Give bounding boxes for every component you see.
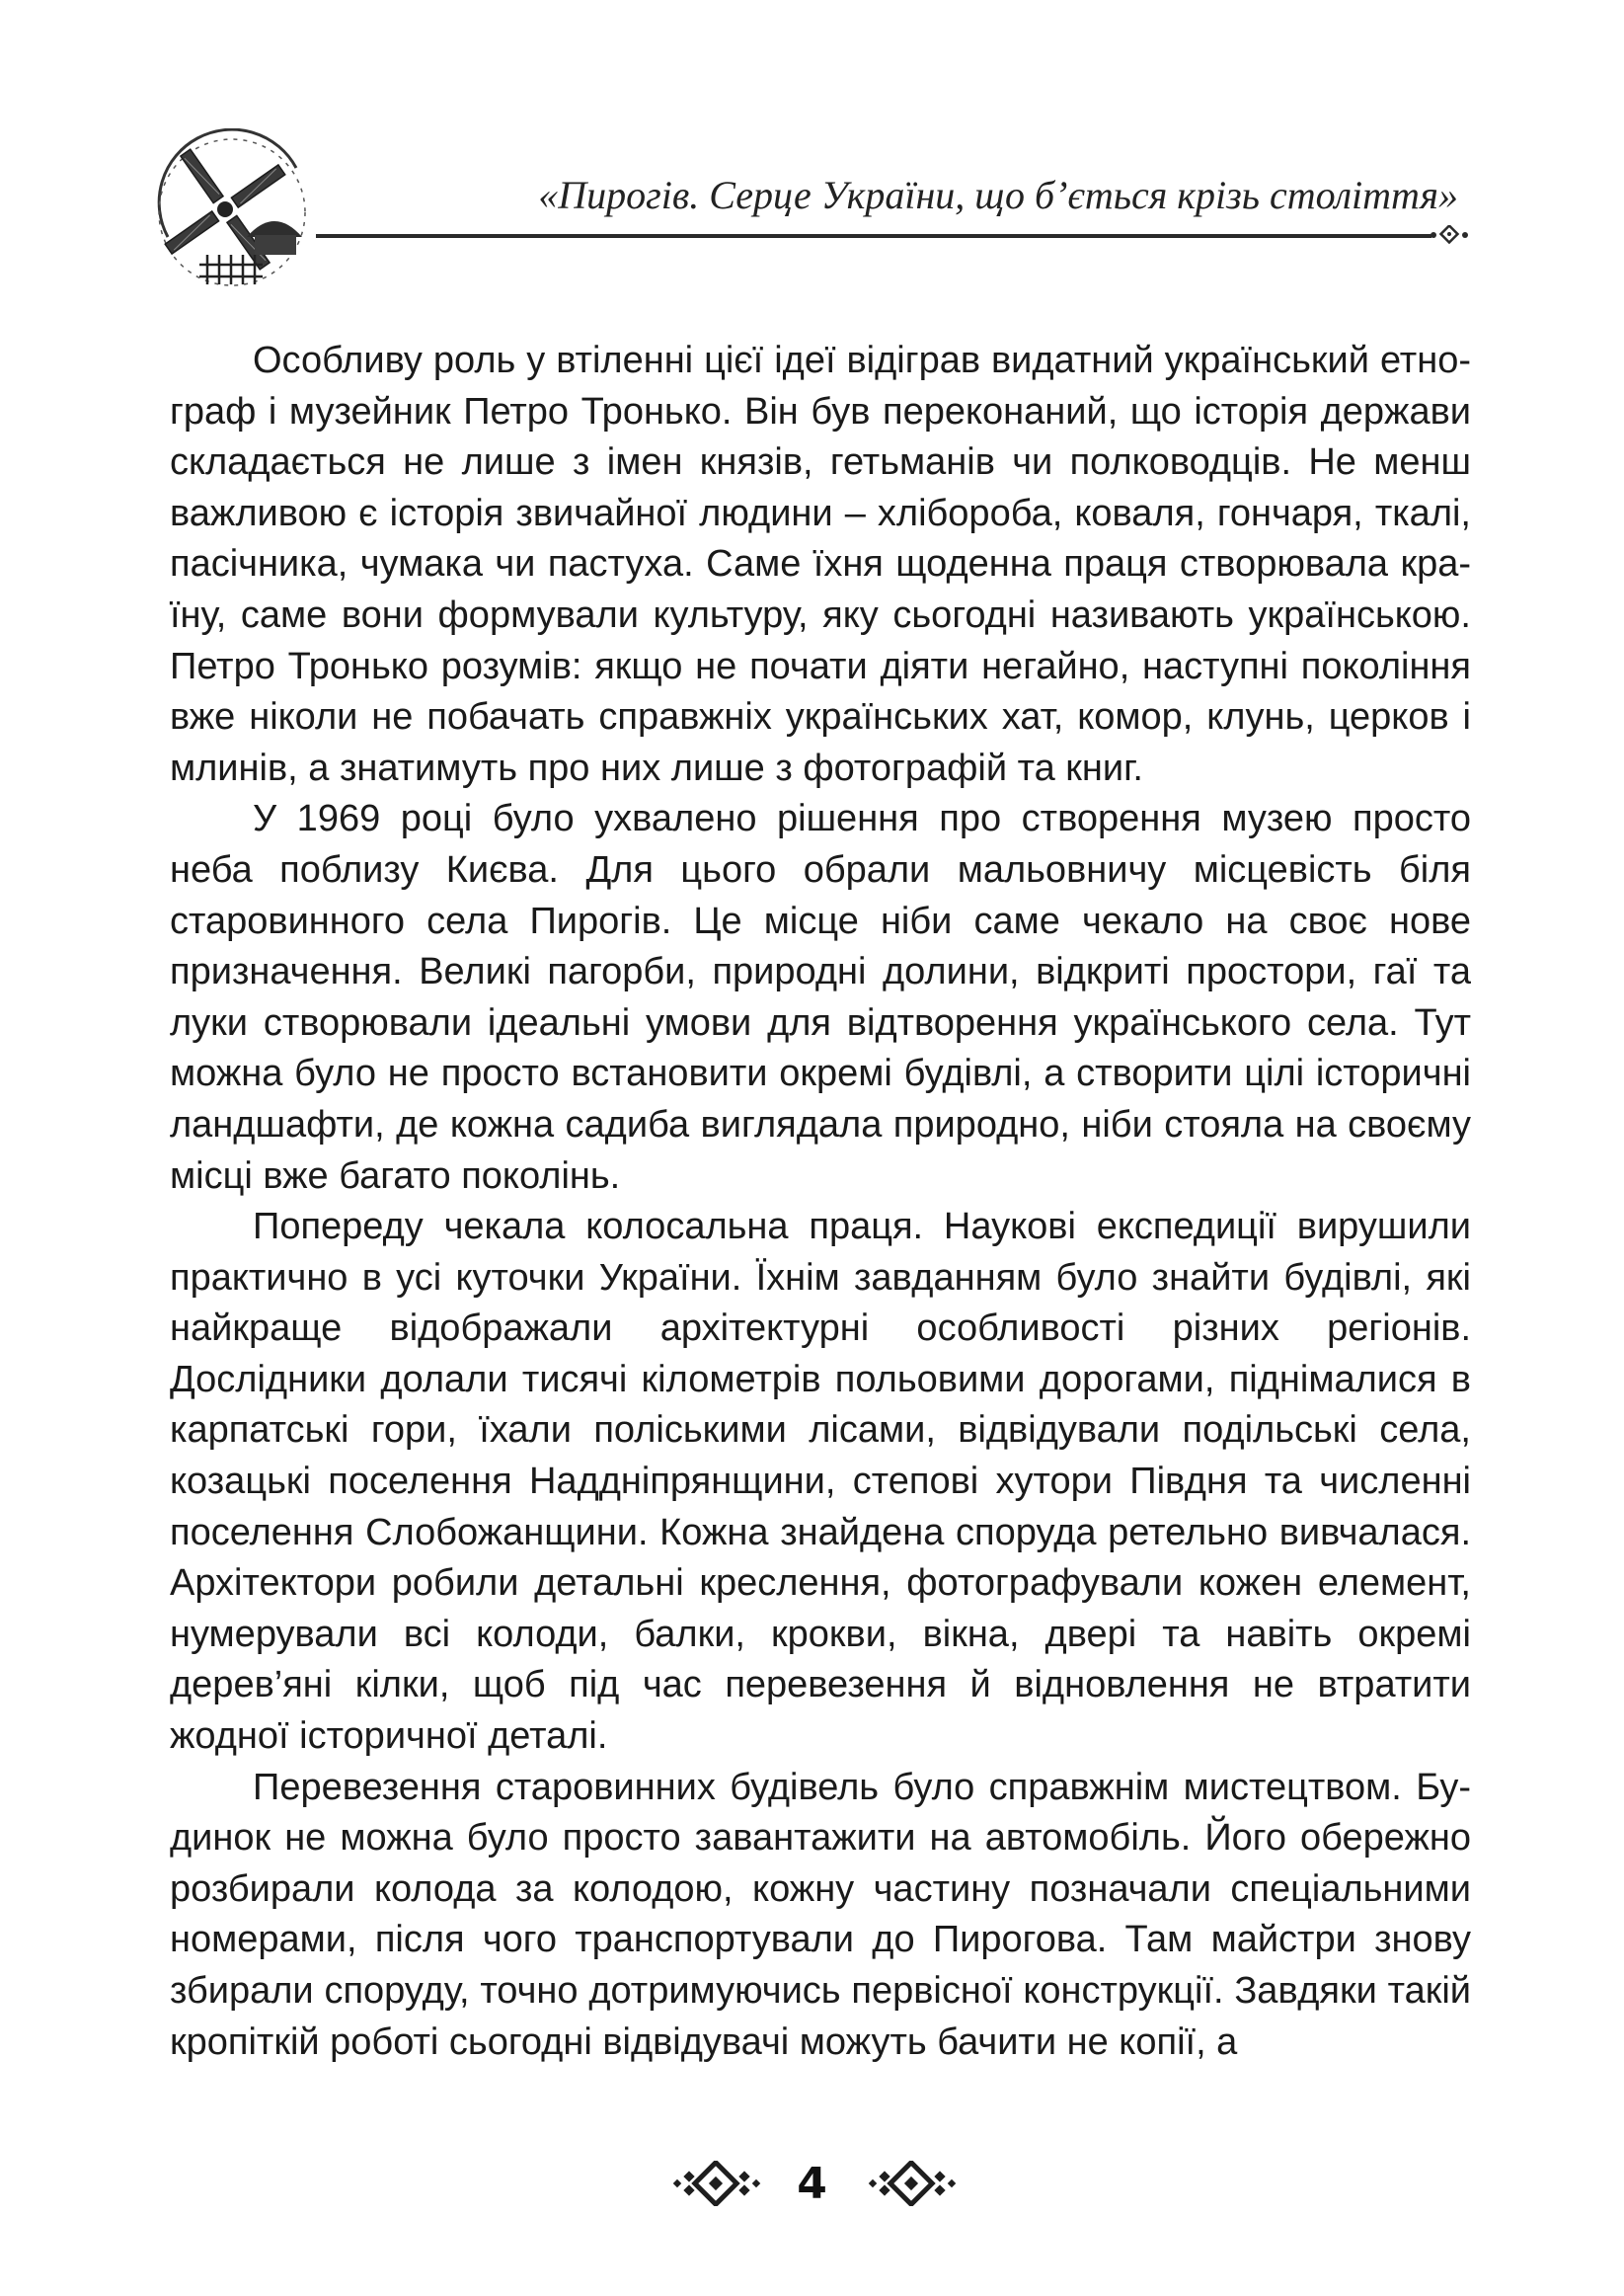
ornament-dots-icon <box>1428 225 1477 245</box>
header-divider <box>316 234 1431 238</box>
paragraph-4: Перевезення старовинних будівель було справжнім мистецтвом. Будинок не можна було просто завантажити на автомобіль. Його обережно розбирали колода за колодою, кожну частину позначали спеціальними номерами, після чого транспортували до Пирогова. Там майстри знову збирали споруду, точно дотримуючись первісної конструкції. Завдяки такій кропіткій роботі сьогодні відвідувачі можуть бачити не копії, а <box>170 1766 1471 2063</box>
page-number: 4 <box>797 2159 827 2209</box>
paragraph-3: Попереду чекала колосальна праця. Наукові експедиції вирушили практично в усі куточки України. Їхнім завданням було знайти будівлі, які найкраще відображали архітектурні особливості різних регіонів. Дослідники долали тисячі кілометрів польовими дорогами, піднімалися в карпатські гори, їхали поліськими лісами, відвідували подільські села, козацькі поселення Наддніпрянщини, степові хутори Півдня та численні поселення Слобожанщини. Кожна знайдена споруда ретельно вивчалася. Архітектори робили детальні креслення, фотографували кожен елемент, нумерували всі колоди, балки, крокви, вікна, двері та навіть окремі дерев’яні кілки, щоб під час перевезення й відновлення не втратити жодної історичної деталі. <box>170 1206 1471 1758</box>
page-footer <box>0 2153 1624 2222</box>
running-title: «Пирогів. Серце України, що б’ється крізь століття» <box>538 173 1458 217</box>
page-header <box>148 128 1476 286</box>
page-body-text <box>170 336 1471 2068</box>
paragraph-2: У 1969 році було ухвалено рішення про створення музею просто неба поблизу Києва. Для цього обрали мальовничу місцевість біля старовинного села Пирогів. Це місце ніби саме чекало на своє нове призначення. Великі пагорби, природні долини, відкриті простори, гаї та луки створювали ідеальні умови для відтворення українського села. Тут можна було не просто встановити окремі будівлі, а створити цілі історичні ландшафти, де кожна садиба виглядала природно, ніби стояла на своєму місці вже багато поколінь. <box>170 798 1471 1197</box>
windmill-logo-icon <box>148 128 326 286</box>
embroidery-ornament-icon <box>867 2161 958 2206</box>
paragraph-1: Особливу роль у втіленні цієї ідеї відіграв видатний український етнограф і музейник Петро Тронько. Він був переконаний, що історія держави складається не лише з імен князів, гетьманів чи полководців. Не менш важливою є історія звичайної людини – хлібороба, коваля, гончаря, ткалі, пасічника, чумака чи пастуха. Саме їхня щоденна праця створювала країну, саме вони формували культуру, яку сьогодні називають українською. Петро Тронько розумів: якщо не почати діяти негайно, наступні покоління вже ніколи не побачать справжніх українських хат, комор, клунь, церков і млинів, а знатимуть про них лише з фотографій та книг. <box>170 340 1471 789</box>
